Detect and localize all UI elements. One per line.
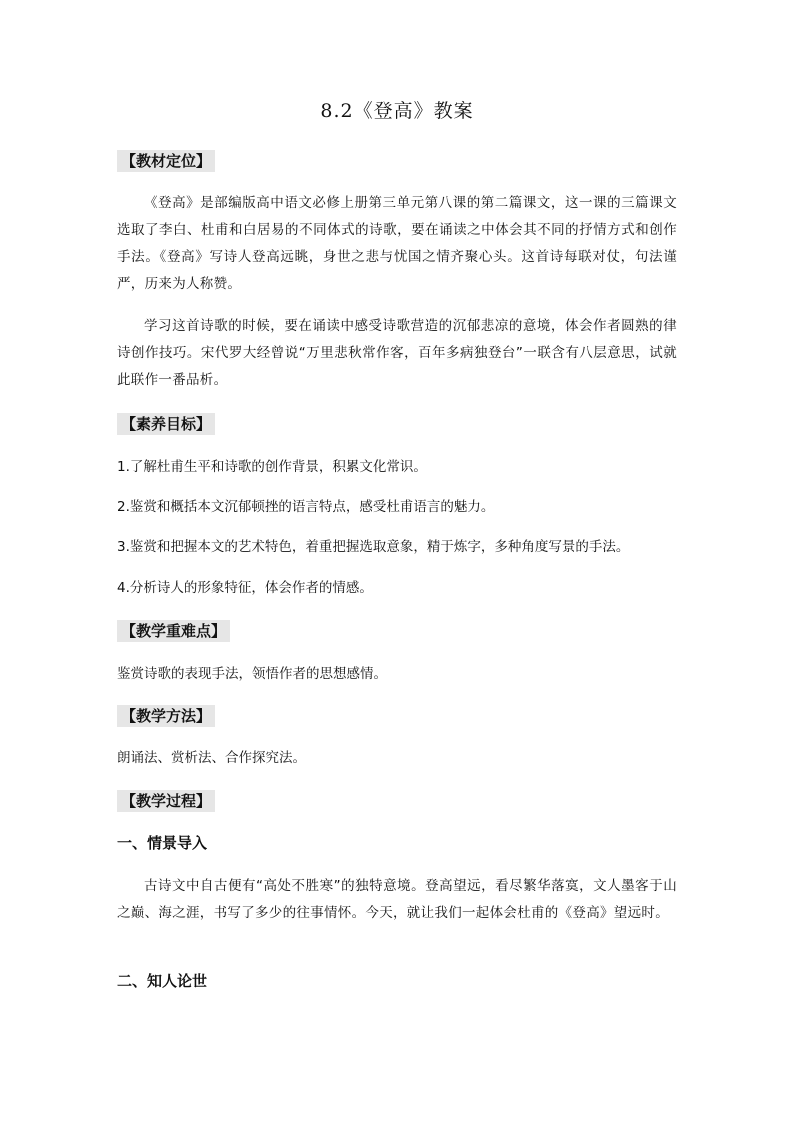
section-heading-process: 【教学过程】	[117, 790, 215, 812]
positioning-paragraph-1	[117, 190, 677, 298]
section-heading-positioning: 【教材定位】	[117, 150, 215, 172]
section-process	[117, 790, 677, 812]
section-methods	[117, 705, 677, 727]
methods-text	[117, 747, 677, 769]
section-heading-keypoints: 【教学重难点】	[117, 620, 230, 642]
goal-item-4	[117, 577, 677, 599]
list-item: 2.鉴赏和概括本文沉郁顿挫的语言特点，感受杜甫语言的魅力。	[117, 499, 495, 515]
page-title: 8.2《登高》教案	[320, 100, 474, 122]
paragraph-text: 古诗文中自古便有“高处不胜寒”的独特意境。登高望远，看尽繁华落寞，文人墨客于山之巅、海之涯，书写了多少的往事情怀。今天，就让我们一起体会杜甫的《登高》望远时。	[117, 878, 677, 921]
section-keypoints	[117, 620, 677, 642]
paragraph-text: 朗诵法、赏析法、合作探究法。	[117, 750, 306, 766]
keypoints-text	[117, 663, 677, 685]
goal-item-3	[117, 536, 677, 558]
positioning-paragraph-2	[117, 313, 677, 394]
subheading: 一、情景导入	[117, 834, 208, 852]
section-positioning	[117, 150, 677, 172]
section-heading-methods: 【教学方法】	[117, 705, 215, 727]
goal-item-1	[117, 456, 677, 478]
goal-item-2	[117, 496, 677, 518]
subheading: 二、知人论世	[117, 972, 208, 990]
paragraph-text: 鉴赏诗歌的表现手法，领悟作者的思想感情。	[117, 666, 387, 682]
list-item: 1.了解杜甫生平和诗歌的创作背景，积累文化常识。	[117, 459, 427, 475]
process-subheading-1	[117, 832, 677, 854]
list-item: 4.分析诗人的形象特征，体会作者的情感。	[117, 580, 373, 596]
paragraph-text: 《登高》是部编版高中语文必修上册第三单元第八课的第二篇课文，这一课的三篇课文选取了李白、杜甫和白居易的不同体式的诗歌，要在诵读之中体会其不同的抒情方式和创作手法。《登高》写诗人登高远眺，身世之悲与忧国之情齐聚心头。这首诗每联对仗，句法谨严，历来为人称赞。	[117, 195, 677, 292]
paragraph-text: 学习这首诗歌的时候，要在诵读中感受诗歌营造的沉郁悲凉的意境，体会作者圆熟的律诗创作技巧。宋代罗大经曾说“万里悲秋常作客，百年多病独登台”一联含有八层意思，试就此联作一番品析。	[117, 318, 677, 388]
section-heading-goals: 【素养目标】	[117, 413, 215, 435]
list-item: 3.鉴赏和把握本文的艺术特色，着重把握选取意象，精于炼字，多种角度写景的手法。	[117, 539, 630, 555]
process-subheading-2	[117, 970, 677, 992]
process-intro-paragraph	[117, 873, 677, 927]
section-goals	[117, 413, 677, 435]
